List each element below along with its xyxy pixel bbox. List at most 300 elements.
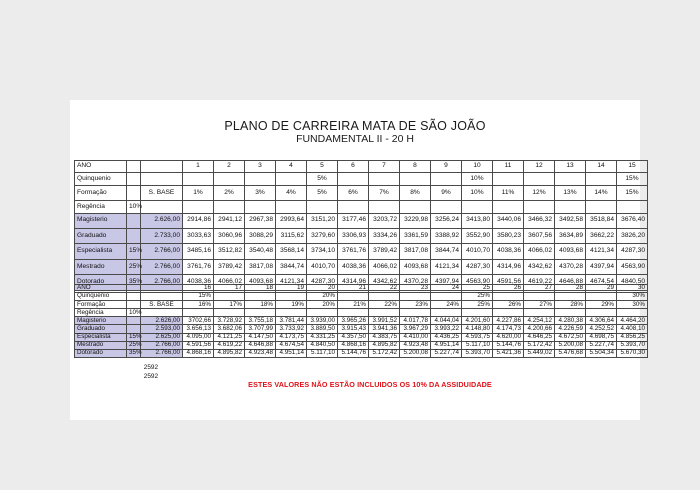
formacao-cell: 26% — [493, 301, 524, 309]
empty-cell — [245, 201, 276, 213]
year-cell: 18 — [245, 285, 276, 293]
base-salary: 2.766,00 — [141, 341, 183, 349]
salary-cell: 3279,60 — [307, 228, 338, 243]
salary-cell: 4.017,78 — [400, 317, 431, 325]
level-pct: 35% — [127, 349, 141, 357]
year-row — [75, 285, 648, 293]
salary-cell: 4.410,00 — [400, 333, 431, 341]
salary-cell: 5.421,36 — [493, 349, 524, 357]
salary-cell: 4.674,54 — [276, 341, 307, 349]
level-pct: 25% — [127, 341, 141, 349]
empty-cell — [127, 161, 141, 173]
salary-cell: 4.840,50 — [307, 341, 338, 349]
salary-cell: 4.280,38 — [555, 317, 586, 325]
salary-cell: 3817,08 — [400, 244, 431, 259]
level-pct — [127, 213, 141, 228]
salary-cell: 3413,80 — [462, 213, 493, 228]
empty-cell — [127, 301, 141, 309]
salary-cell: 4121,34 — [431, 259, 462, 274]
salary-cell: 3.993,22 — [431, 325, 462, 333]
quinquenio-cell — [431, 293, 462, 301]
salary-cell: 4010,70 — [462, 244, 493, 259]
salary-cell: 5.172,42 — [524, 341, 555, 349]
salary-cell: 4.044,04 — [431, 317, 462, 325]
salary-cell: 3.682,06 — [214, 325, 245, 333]
salary-cell: 3761,76 — [183, 259, 214, 274]
year-row — [75, 161, 648, 173]
salary-cell: 3.941,36 — [369, 325, 400, 333]
empty-cell — [369, 201, 400, 213]
base-salary: 2.626,00 — [141, 317, 183, 325]
salary-cell: 4.646,25 — [524, 333, 555, 341]
salary-cell: 3.728,92 — [214, 317, 245, 325]
base-salary: 2.766,00 — [141, 259, 183, 274]
salary-cell: 4.227,86 — [493, 317, 524, 325]
salary-cell: 4563,90 — [617, 259, 648, 274]
salary-cell: 4.868,16 — [183, 349, 214, 357]
salary-row — [75, 341, 648, 349]
salary-cell: 3.889,50 — [307, 325, 338, 333]
base-salary: 2.625,00 — [141, 333, 183, 341]
base-salary: 2.626,00 — [141, 213, 183, 228]
salary-cell: 3817,08 — [245, 259, 276, 274]
empty-cell — [369, 309, 400, 317]
empty-cell — [555, 201, 586, 213]
salary-cell: 3088,29 — [245, 228, 276, 243]
salary-cell: 4.252,52 — [586, 325, 617, 333]
empty-cell — [141, 201, 183, 213]
regencia-row — [75, 201, 648, 213]
salary-cell: 3512,82 — [214, 244, 245, 259]
formacao-cell: 24% — [431, 301, 462, 309]
salary-cell: 4066,02 — [214, 275, 245, 290]
warning-text: ESTES VALORES NÃO ESTÃO INCLUIDOS OS 10% DA ASSIDUIDADE — [248, 380, 492, 389]
quinquenio-row — [75, 293, 648, 301]
salary-cell: 4.201,60 — [462, 317, 493, 325]
formacao-cell: 21% — [338, 301, 369, 309]
salary-cell: 4121,34 — [586, 244, 617, 259]
empty-cell — [276, 201, 307, 213]
empty-cell — [127, 173, 141, 185]
quinquenio-cell: 20% — [307, 293, 338, 301]
row-label: Regência — [75, 201, 127, 213]
salary-cell: 3.915,43 — [338, 325, 369, 333]
salary-cell: 3676,40 — [617, 213, 648, 228]
salary-cell: 4038,36 — [183, 275, 214, 290]
year-cell: 9 — [431, 161, 462, 173]
salary-cell: 4.593,75 — [462, 333, 493, 341]
salary-row — [75, 349, 648, 357]
year-cell: 22 — [369, 285, 400, 293]
empty-cell — [400, 201, 431, 213]
row-label: ANO — [75, 285, 127, 293]
salary-cell: 4.951,14 — [276, 349, 307, 357]
empty-cell — [307, 201, 338, 213]
salary-row — [75, 333, 648, 341]
salary-cell: 4.646,88 — [245, 341, 276, 349]
formacao-cell: 30% — [617, 301, 648, 309]
base-salary: 2.593,00 — [141, 325, 183, 333]
empty-cell — [524, 201, 555, 213]
salary-cell: 4066,02 — [524, 244, 555, 259]
year-cell: 16 — [183, 285, 214, 293]
regencia-pct: 10% — [127, 309, 141, 317]
salary-cell: 3334,26 — [369, 228, 400, 243]
empty-cell — [462, 201, 493, 213]
year-cell: 27 — [524, 285, 555, 293]
salary-cell: 4563,90 — [462, 275, 493, 290]
salary-cell: 4.436,25 — [431, 333, 462, 341]
quinquenio-cell — [524, 293, 555, 301]
salary-cell: 3306,93 — [338, 228, 369, 243]
base-salary: 2.766,00 — [141, 349, 183, 357]
year-cell: 2 — [214, 161, 245, 173]
formacao-cell: 9% — [431, 185, 462, 200]
salary-cell: 4.148,80 — [462, 325, 493, 333]
base-salary: 2.733,00 — [141, 228, 183, 243]
empty-cell — [214, 309, 245, 317]
salary-cell: 4287,30 — [307, 275, 338, 290]
formacao-cell: 18% — [245, 301, 276, 309]
salary-cell: 3060,96 — [214, 228, 245, 243]
empty-cell — [245, 309, 276, 317]
salary-cell: 4093,68 — [400, 259, 431, 274]
salary-cell: 3.656,13 — [183, 325, 214, 333]
salary-cell: 5.200,08 — [400, 349, 431, 357]
salary-row — [75, 325, 648, 333]
salary-cell: 4038,36 — [493, 244, 524, 259]
salary-cell: 4370,28 — [400, 275, 431, 290]
salary-cell: 3789,42 — [214, 259, 245, 274]
salary-cell: 3229,98 — [400, 213, 431, 228]
base-salary: 2.766,00 — [141, 244, 183, 259]
salary-cell: 3568,14 — [276, 244, 307, 259]
salary-cell: 4.174,73 — [493, 325, 524, 333]
salary-cell: 3440,06 — [493, 213, 524, 228]
salary-cell: 4.591,56 — [183, 341, 214, 349]
row-label: Regência — [75, 309, 127, 317]
salary-cell: 5.117,10 — [462, 341, 493, 349]
salary-cell: 3607,56 — [524, 228, 555, 243]
year-cell: 21 — [338, 285, 369, 293]
salary-cell: 3388,92 — [431, 228, 462, 243]
quinquenio-cell: 10% — [462, 173, 493, 185]
formacao-cell: 16% — [183, 301, 214, 309]
year-cell: 3 — [245, 161, 276, 173]
salary-table-years-1-15 — [74, 160, 648, 291]
salary-cell: 4.951,14 — [431, 341, 462, 349]
salary-cell: 3826,20 — [617, 228, 648, 243]
salary-cell: 3.781,44 — [276, 317, 307, 325]
salary-cell: 3.707,99 — [245, 325, 276, 333]
row-label: Magisterio — [75, 213, 127, 228]
row-label: Especialista — [75, 244, 127, 259]
quinquenio-cell — [493, 293, 524, 301]
salary-cell: 4093,68 — [245, 275, 276, 290]
row-label: Graduado — [75, 228, 127, 243]
base-header: S. BASE — [141, 301, 183, 309]
formacao-cell: 29% — [586, 301, 617, 309]
level-pct: 35% — [127, 275, 141, 290]
salary-cell: 5.144,76 — [493, 341, 524, 349]
salary-cell: 2967,38 — [245, 213, 276, 228]
salary-cell: 5.227,74 — [431, 349, 462, 357]
salary-cell: 3552,90 — [462, 228, 493, 243]
level-pct — [127, 317, 141, 325]
salary-cell: 4.464,20 — [617, 317, 648, 325]
empty-cell — [617, 201, 648, 213]
year-cell: 13 — [555, 161, 586, 173]
base-salary: 2.766,00 — [141, 275, 183, 290]
formacao-cell: 6% — [338, 185, 369, 200]
formacao-cell: 8% — [400, 185, 431, 200]
formacao-cell: 25% — [462, 301, 493, 309]
salary-cell: 3033,63 — [183, 228, 214, 243]
quinquenio-cell — [524, 173, 555, 185]
quinquenio-cell — [431, 173, 462, 185]
salary-cell: 4.357,50 — [338, 333, 369, 341]
quinquenio-cell — [555, 293, 586, 301]
salary-cell: 5.449,02 — [524, 349, 555, 357]
formacao-cell: 19% — [276, 301, 307, 309]
salary-row — [75, 228, 648, 243]
quinquenio-cell: 25% — [462, 293, 493, 301]
empty-cell — [617, 309, 648, 317]
salary-cell: 3662,22 — [586, 228, 617, 243]
salary-cell: 2941,12 — [214, 213, 245, 228]
year-cell: 23 — [400, 285, 431, 293]
formacao-cell: 11% — [493, 185, 524, 200]
row-label: ANO — [75, 161, 127, 173]
salary-cell: 4.095,00 — [183, 333, 214, 341]
salary-cell: 3115,62 — [276, 228, 307, 243]
salary-cell: 4.147,50 — [245, 333, 276, 341]
row-label: Especialista — [75, 333, 127, 341]
salary-cell: 5.504,34 — [586, 349, 617, 357]
salary-cell: 5.393,70 — [617, 341, 648, 349]
empty-cell — [338, 201, 369, 213]
salary-cell: 3466,32 — [524, 213, 555, 228]
salary-cell: 4.672,50 — [555, 333, 586, 341]
salary-cell: 4397,94 — [431, 275, 462, 290]
empty-cell — [493, 309, 524, 317]
row-label: Formação — [75, 185, 127, 200]
salary-cell: 4.698,75 — [586, 333, 617, 341]
quinquenio-cell — [214, 173, 245, 185]
quinquenio-cell — [276, 173, 307, 185]
page-subtitle: FUNDAMENTAL II - 20 H — [296, 133, 414, 145]
year-cell: 14 — [586, 161, 617, 173]
year-cell: 1 — [183, 161, 214, 173]
salary-cell: 4.383,75 — [369, 333, 400, 341]
quinquenio-cell — [338, 293, 369, 301]
year-cell: 11 — [493, 161, 524, 173]
row-label: Quinquenio — [75, 293, 127, 301]
salary-cell: 4.868,16 — [338, 341, 369, 349]
formacao-cell: 17% — [214, 301, 245, 309]
formacao-cell: 28% — [555, 301, 586, 309]
quinquenio-cell — [276, 293, 307, 301]
empty-cell — [141, 161, 183, 173]
quinquenio-cell — [369, 293, 400, 301]
salary-cell: 4287,30 — [617, 244, 648, 259]
salary-cell: 3.755,18 — [245, 317, 276, 325]
quinquenio-cell — [245, 293, 276, 301]
salary-row — [75, 317, 648, 325]
year-cell: 12 — [524, 161, 555, 173]
empty-cell — [276, 309, 307, 317]
formacao-cell: 20% — [307, 301, 338, 309]
year-cell: 15 — [617, 161, 648, 173]
quinquenio-cell — [183, 173, 214, 185]
empty-cell — [141, 309, 183, 317]
quinquenio-cell — [586, 173, 617, 185]
year-cell: 8 — [400, 161, 431, 173]
empty-cell — [183, 309, 214, 317]
quinquenio-cell — [555, 173, 586, 185]
salary-cell: 3203,72 — [369, 213, 400, 228]
quinquenio-cell: 5% — [307, 173, 338, 185]
row-label: Graduado — [75, 325, 127, 333]
salary-cell: 3361,59 — [400, 228, 431, 243]
salary-cell: 3634,89 — [555, 228, 586, 243]
salary-cell: 4093,68 — [555, 244, 586, 259]
salary-cell: 4.226,59 — [555, 325, 586, 333]
salary-cell: 2993,64 — [276, 213, 307, 228]
salary-cell: 3518,84 — [586, 213, 617, 228]
salary-cell: 3.733,92 — [276, 325, 307, 333]
salary-cell: 4342,62 — [524, 259, 555, 274]
salary-cell: 3.939,00 — [307, 317, 338, 325]
quinquenio-cell — [369, 173, 400, 185]
note-value: 2592 — [143, 364, 158, 371]
quinquenio-cell — [214, 293, 245, 301]
formacao-cell: 27% — [524, 301, 555, 309]
salary-cell: 3734,10 — [307, 244, 338, 259]
salary-cell: 3.991,52 — [369, 317, 400, 325]
year-cell: 4 — [276, 161, 307, 173]
salary-cell: 3789,42 — [369, 244, 400, 259]
formacao-cell: 15% — [617, 185, 648, 200]
formacao-cell: 7% — [369, 185, 400, 200]
salary-cell: 5.117,10 — [307, 349, 338, 357]
salary-row — [75, 259, 648, 274]
quinquenio-row — [75, 173, 648, 185]
empty-cell — [214, 201, 245, 213]
empty-cell — [524, 309, 555, 317]
base-header: S. BASE — [141, 185, 183, 200]
year-cell: 10 — [462, 161, 493, 173]
quinquenio-cell — [338, 173, 369, 185]
formacao-cell: 14% — [586, 185, 617, 200]
salary-cell: 4314,96 — [338, 275, 369, 290]
salary-cell: 4646,88 — [555, 275, 586, 290]
spreadsheet-page — [70, 100, 645, 420]
salary-row — [75, 244, 648, 259]
salary-cell: 4.200,66 — [524, 325, 555, 333]
row-label: Dotorado — [75, 349, 127, 357]
salary-cell: 4038,36 — [338, 259, 369, 274]
salary-cell: 3580,23 — [493, 228, 524, 243]
salary-cell: 4010,70 — [307, 259, 338, 274]
formacao-cell: 5% — [307, 185, 338, 200]
row-label: Quinquenio — [75, 173, 127, 185]
formacao-cell: 4% — [276, 185, 307, 200]
formacao-cell: 2% — [214, 185, 245, 200]
empty-cell — [431, 309, 462, 317]
salary-cell: 3844,74 — [431, 244, 462, 259]
salary-cell: 4.619,22 — [214, 341, 245, 349]
salary-cell: 3492,58 — [555, 213, 586, 228]
year-cell: 30 — [617, 285, 648, 293]
formacao-cell: 10% — [462, 185, 493, 200]
year-cell: 6 — [338, 161, 369, 173]
formacao-cell: 22% — [369, 301, 400, 309]
salary-cell: 4.620,00 — [493, 333, 524, 341]
formacao-cell: 3% — [245, 185, 276, 200]
year-cell: 25 — [462, 285, 493, 293]
salary-cell: 5.200,08 — [555, 341, 586, 349]
level-pct: 25% — [127, 259, 141, 274]
row-label: Dotorado — [75, 275, 127, 290]
salary-cell: 4.306,64 — [586, 317, 617, 325]
empty-cell — [183, 201, 214, 213]
year-cell: 20 — [307, 285, 338, 293]
salary-cell: 4397,94 — [586, 259, 617, 274]
empty-cell — [141, 173, 183, 185]
year-cell: 19 — [276, 285, 307, 293]
empty-cell — [338, 309, 369, 317]
empty-cell — [141, 293, 183, 301]
quinquenio-cell — [400, 293, 431, 301]
salary-cell: 3540,48 — [245, 244, 276, 259]
empty-cell — [493, 201, 524, 213]
salary-row — [75, 213, 648, 228]
empty-cell — [431, 201, 462, 213]
salary-cell: 5.393,70 — [462, 349, 493, 357]
empty-cell — [555, 309, 586, 317]
year-cell: 26 — [493, 285, 524, 293]
salary-cell: 4066,02 — [369, 259, 400, 274]
level-pct: 15% — [127, 333, 141, 341]
empty-cell — [127, 285, 141, 293]
salary-cell: 4370,28 — [555, 259, 586, 274]
salary-cell: 3485,16 — [183, 244, 214, 259]
salary-cell: 4674,54 — [586, 275, 617, 290]
salary-cell: 3844,74 — [276, 259, 307, 274]
salary-cell: 4.895,82 — [369, 341, 400, 349]
empty-cell — [141, 285, 183, 293]
year-cell: 29 — [586, 285, 617, 293]
empty-cell — [586, 309, 617, 317]
salary-table-years-16-30 — [74, 284, 648, 358]
formacao-cell: 12% — [524, 185, 555, 200]
quinquenio-cell: 30% — [617, 293, 648, 301]
salary-cell: 4.856,25 — [617, 333, 648, 341]
quinquenio-cell — [586, 293, 617, 301]
salary-cell: 4.923,48 — [400, 341, 431, 349]
quinquenio-cell: 15% — [183, 293, 214, 301]
level-pct — [127, 325, 141, 333]
salary-cell: 5.227,74 — [586, 341, 617, 349]
salary-cell: 5.172,42 — [369, 349, 400, 357]
salary-cell: 4121,34 — [276, 275, 307, 290]
year-cell: 28 — [555, 285, 586, 293]
salary-cell: 4.331,25 — [307, 333, 338, 341]
salary-cell: 5.476,68 — [555, 349, 586, 357]
row-label: Magisterio — [75, 317, 127, 325]
level-pct: 15% — [127, 244, 141, 259]
